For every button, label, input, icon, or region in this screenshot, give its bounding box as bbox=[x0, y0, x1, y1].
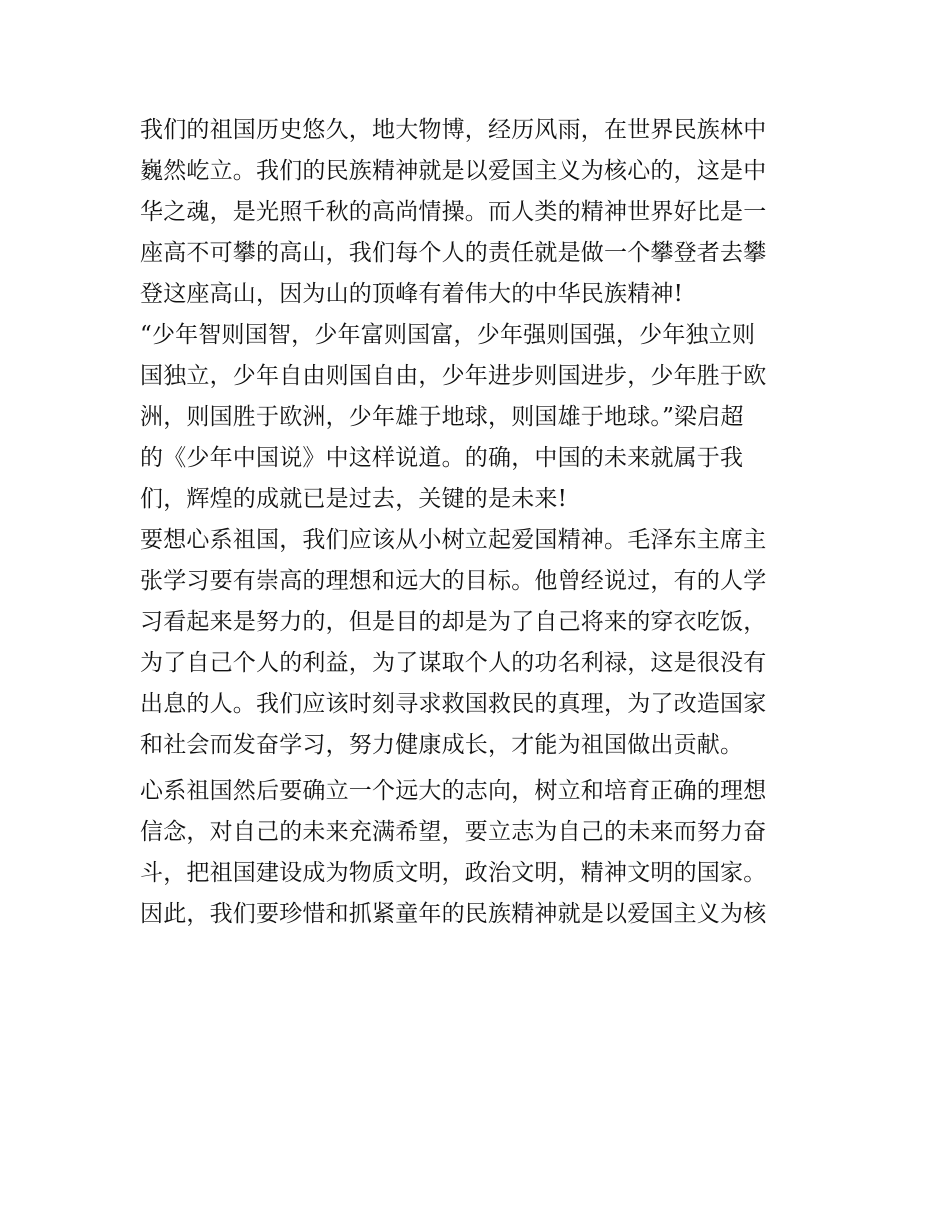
text-line: 登这座高山，因为山的顶峰有着伟大的中华民族精神! bbox=[140, 281, 684, 307]
text-line: 们，辉煌的成就已是过去，关键的是未来! bbox=[140, 486, 568, 512]
paragraph bbox=[140, 771, 820, 894]
text-line: 巍然屹立。我们的民族精神就是以爱国主义为核心的，这是中 bbox=[140, 158, 767, 184]
text-line: 的《少年中国说》中这样说道。的确，中国的未来就属于我 bbox=[140, 445, 744, 471]
text-line: 习看起来是努力的，但是目的却是为了自己将来的穿衣吃饭， bbox=[140, 609, 767, 635]
text-line: 因此，我们要珍惜和抓紧童年的民族精神就是以爱国主义为核 bbox=[140, 901, 767, 927]
text-line: 洲，则国胜于欧洲，少年雄于地球，则国雄于地球。”梁启超 bbox=[140, 404, 744, 430]
text-line: 出息的人。我们应该时刻寻求救国救民的真理，为了改造国家 bbox=[140, 691, 767, 717]
text-line: 张学习要有崇高的理想和远大的目标。他曾经说过，有的人学 bbox=[140, 568, 767, 594]
text-line: 国独立，少年自由则国自由，少年进步则国进步，少年胜于欧 bbox=[140, 363, 767, 389]
paragraph bbox=[140, 110, 820, 315]
text-line: 华之魂，是光照千秋的高尚情操。而人类的精神世界好比是一 bbox=[140, 199, 767, 225]
paragraph bbox=[140, 520, 820, 766]
text-line: 为了自己个人的利益，为了谋取个人的功名利禄，这是很没有 bbox=[140, 650, 767, 676]
text-line: 我们的祖国历史悠久，地大物博，经历风雨，在世界民族林中 bbox=[140, 117, 767, 143]
text-line: “少年智则国智，少年富则国富，少年强则国强，少年独立则 bbox=[140, 322, 756, 348]
document-body bbox=[140, 110, 820, 935]
text-line: 斗，把祖国建设成为物质文明，政治文明，精神文明的国家。 bbox=[140, 860, 767, 886]
text-line: 信念，对自己的未来充满希望，要立志为自己的未来而努力奋 bbox=[140, 819, 767, 845]
text-line: 座高不可攀的高山，我们每个人的责任就是做一个攀登者去攀 bbox=[140, 240, 767, 266]
text-line: 和社会而发奋学习，努力健康成长，才能为祖国做出贡献。 bbox=[140, 732, 744, 758]
text-line: 心系祖国然后要确立一个远大的志向，树立和培育正确的理想 bbox=[140, 778, 767, 804]
text-line: 要想心系祖国，我们应该从小树立起爱国精神。毛泽东主席主 bbox=[140, 527, 767, 553]
paragraph bbox=[140, 894, 820, 935]
paragraph bbox=[140, 315, 820, 520]
